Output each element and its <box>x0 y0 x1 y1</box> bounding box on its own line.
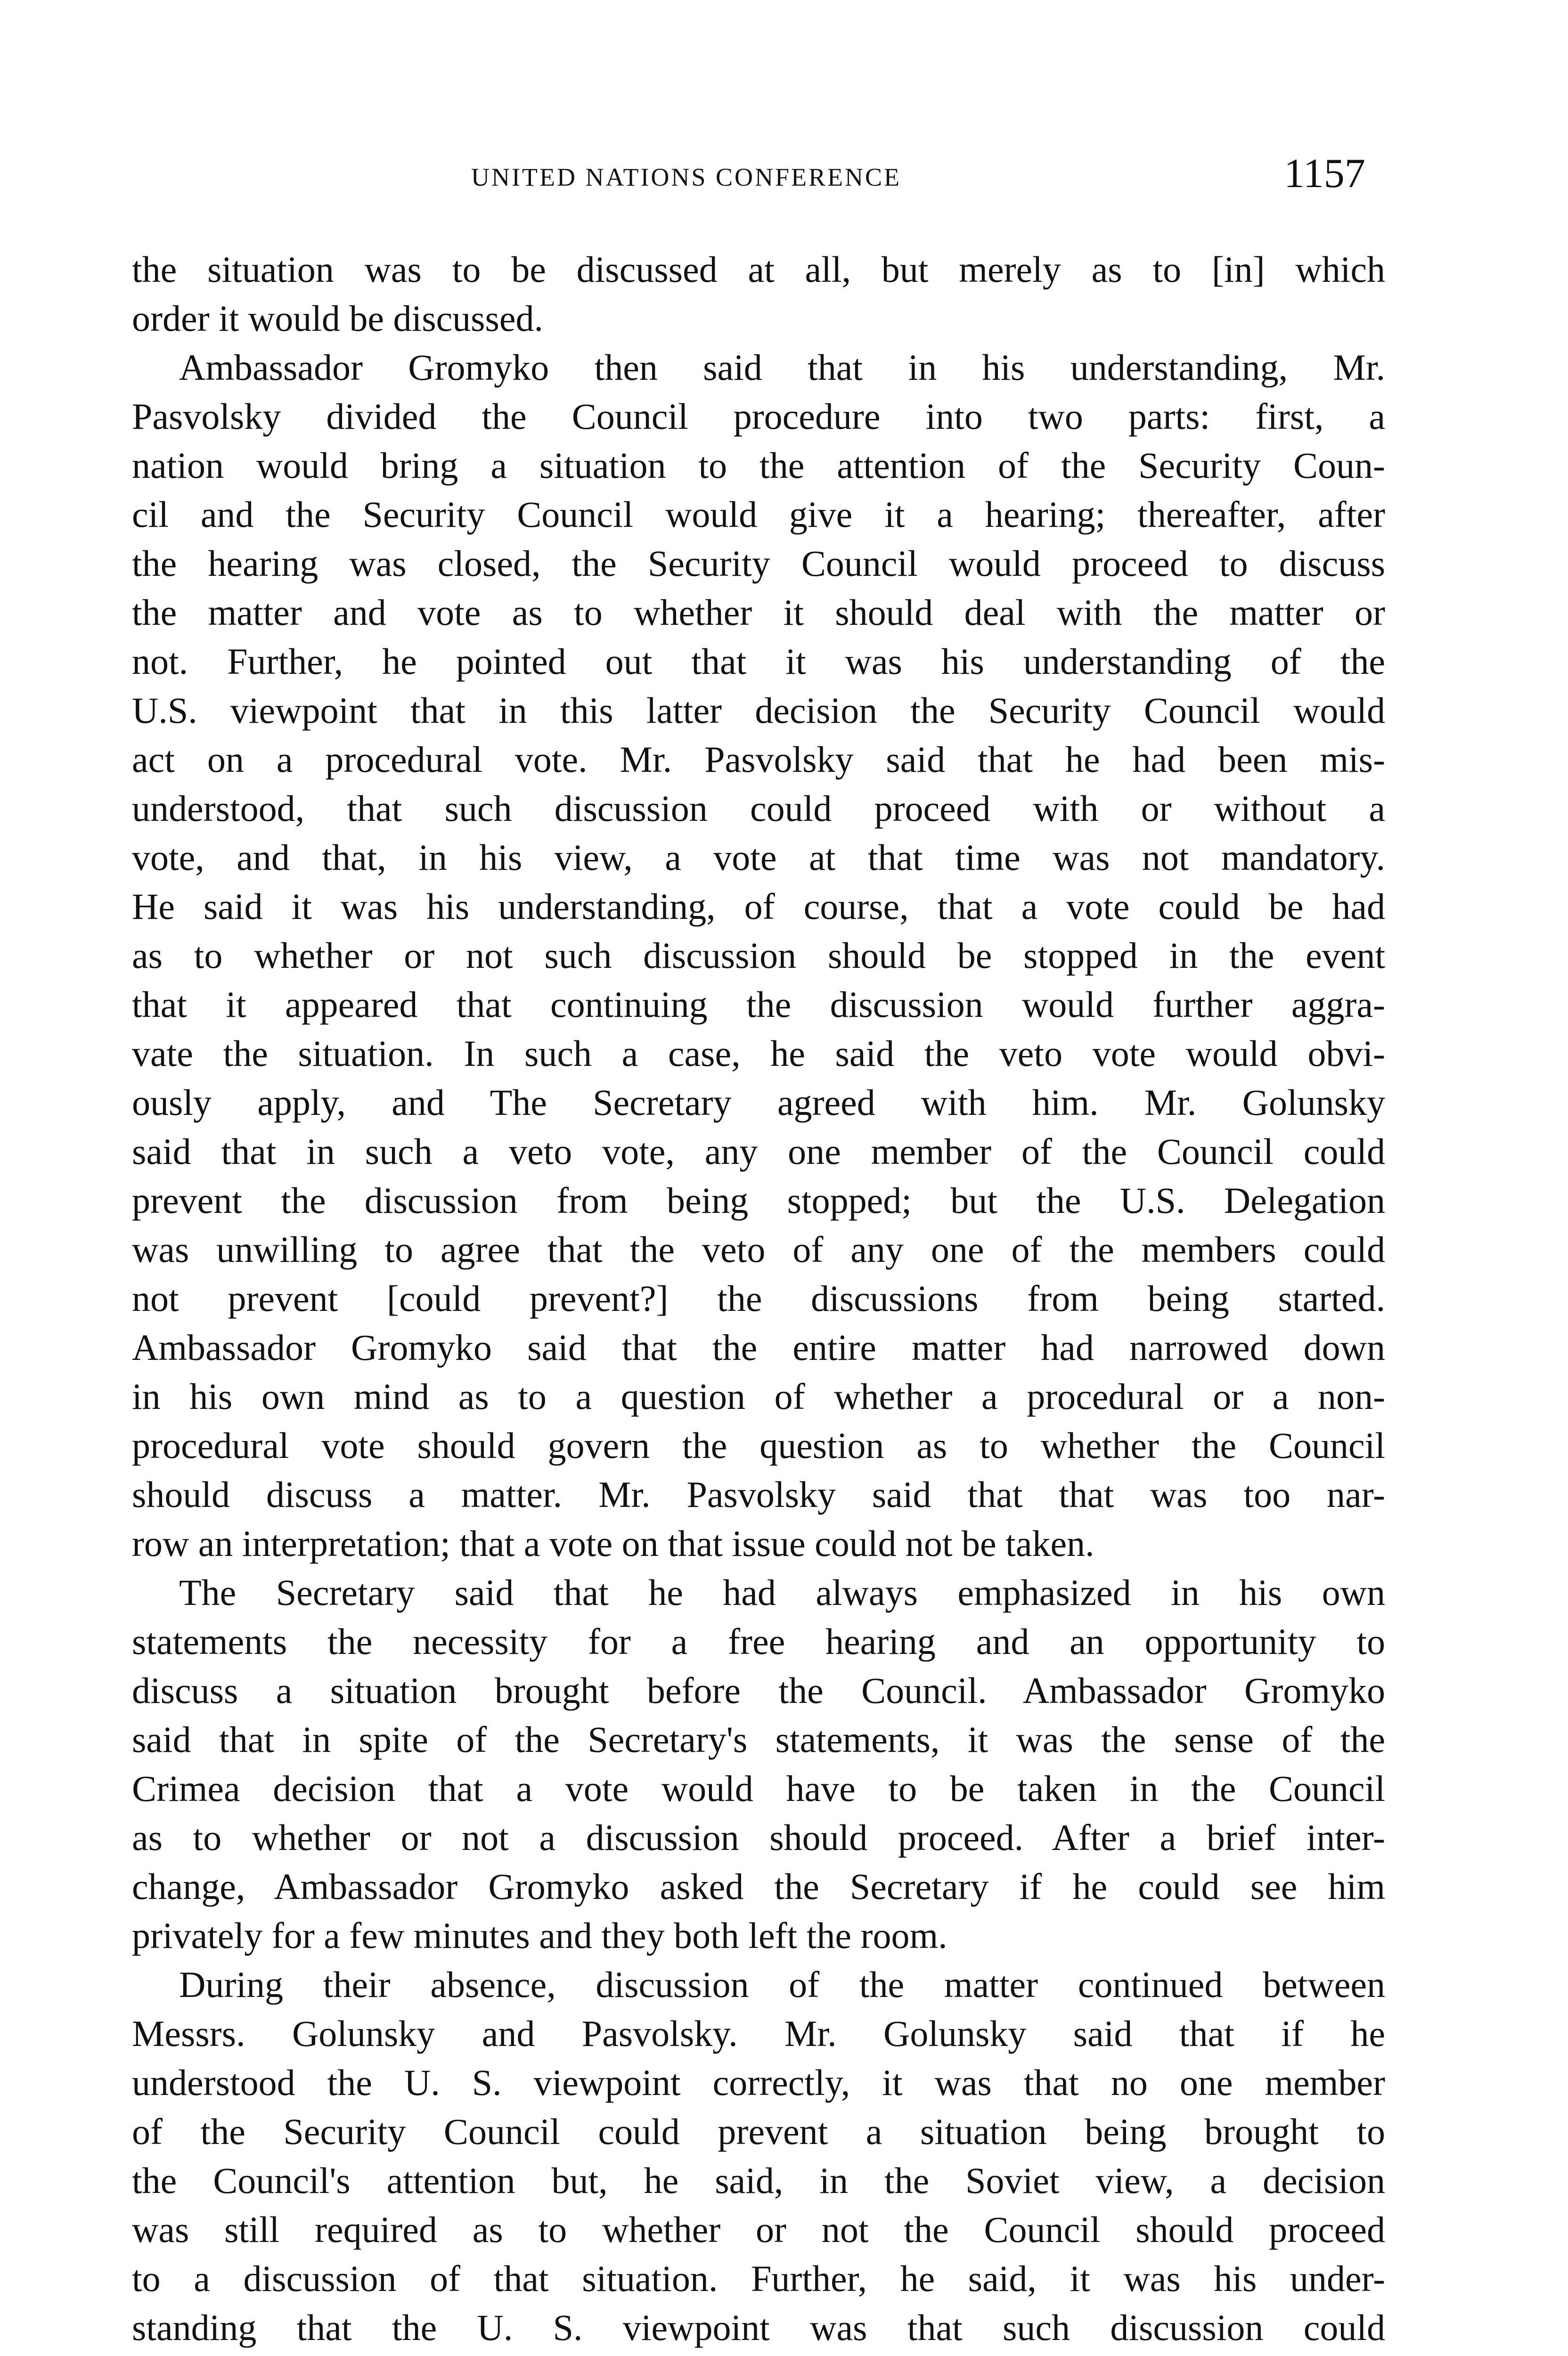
paragraph-start-line: The Secretary said that he had always emphasized in his own <box>179 1572 1385 1613</box>
text-line: statements the necessity for a free hearing and an opportunity to <box>132 1621 1385 1662</box>
text-line: was unwilling to agree that the veto of any one of the members could <box>132 1229 1385 1270</box>
text-line: nation would bring a situation to the attention of the Security Coun- <box>132 445 1385 486</box>
text-line: act on a procedural vote. Mr. Pasvolsky said that he had been mis- <box>132 739 1385 780</box>
text-line: ously apply, and The Secretary agreed with him. Mr. Golunsky <box>132 1082 1385 1123</box>
text-line: He said it was his understanding, of course, that a vote could be had <box>132 886 1385 927</box>
text-line: understood the U. S. viewpoint correctly, it was that no one member <box>132 2062 1385 2103</box>
text-line: Messrs. Golunsky and Pasvolsky. Mr. Golunsky said that if he <box>132 2013 1385 2054</box>
text-line: prevent the discussion from being stopped; but the U.S. Delegation <box>132 1180 1385 1221</box>
text-line: the hearing was closed, the Security Council would proceed to discuss <box>132 543 1385 584</box>
text-line: vate the situation. In such a case, he said the veto vote would obvi- <box>132 1033 1385 1074</box>
text-line: vote, and that, in his view, a vote at that time was not mandatory. <box>132 837 1385 878</box>
text-line: should discuss a matter. Mr. Pasvolsky said that that was too nar- <box>132 1474 1385 1515</box>
text-line: the situation was to be discussed at all, but merely as to [in] which <box>132 249 1385 290</box>
text-line: in his own mind as to a question of whether a procedural or a non- <box>132 1376 1385 1417</box>
text-line: Crimea decision that a vote would have to be taken in the Council <box>132 1768 1385 1809</box>
text-line: understood, that such discussion could proceed with or without a <box>132 788 1385 829</box>
text-line: of the Security Council could prevent a situation being brought to <box>132 2111 1385 2152</box>
text-line: the matter and vote as to whether it should deal with the matter or <box>132 592 1385 633</box>
body-text <box>132 245 1385 2352</box>
text-line: said that in such a veto vote, any one member of the Council could <box>132 1131 1385 1172</box>
paragraph-start-line: During their absence, discussion of the matter continued between <box>179 1964 1385 2005</box>
text-line: as to whether or not a discussion should proceed. After a brief inter- <box>132 1817 1385 1858</box>
text-line: Pasvolsky divided the Council procedure into two parts: first, a <box>132 396 1385 437</box>
text-line: procedural vote should govern the question as to whether the Council <box>132 1425 1385 1466</box>
text-line: order it would be discussed. <box>132 298 544 339</box>
text-line: cil and the Security Council would give it a hearing; thereafter, after <box>132 494 1385 535</box>
text-line: said that in spite of the Secretary's statements, it was the sense of the <box>132 1719 1385 1760</box>
running-head: UNITED NATIONS CONFERENCE <box>471 163 901 191</box>
text-line: not prevent [could prevent?] the discussions from being started. <box>132 1278 1385 1319</box>
text-line: discuss a situation brought before the Council. Ambassador Gromyko <box>132 1670 1385 1711</box>
text-line: not. Further, he pointed out that it was his understanding of the <box>132 641 1385 682</box>
text-line: privately for a few minutes and they both left the room. <box>132 1915 947 1956</box>
text-line: change, Ambassador Gromyko asked the Secretary if he could see him <box>132 1866 1385 1907</box>
text-line: that it appeared that continuing the discussion would further aggra- <box>132 984 1385 1025</box>
text-line: Ambassador Gromyko said that the entire matter had narrowed down <box>132 1327 1385 1368</box>
page-number: 1157 <box>1284 151 1365 196</box>
text-line: to a discussion of that situation. Further, he said, it was his under- <box>132 2258 1385 2299</box>
text-line: the Council's attention but, he said, in the Soviet view, a decision <box>132 2160 1385 2201</box>
text-line: standing that the U. S. viewpoint was that such discussion could <box>132 2307 1385 2348</box>
text-line: U.S. viewpoint that in this latter decision the Security Council would <box>132 690 1385 731</box>
text-line: as to whether or not such discussion should be stopped in the event <box>132 935 1385 976</box>
text-line: row an interpretation; that a vote on that issue could not be taken. <box>132 1523 1094 1564</box>
text-line: was still required as to whether or not the Council should proceed <box>132 2209 1385 2250</box>
paragraph-start-line: Ambassador Gromyko then said that in his understanding, Mr. <box>179 347 1385 388</box>
